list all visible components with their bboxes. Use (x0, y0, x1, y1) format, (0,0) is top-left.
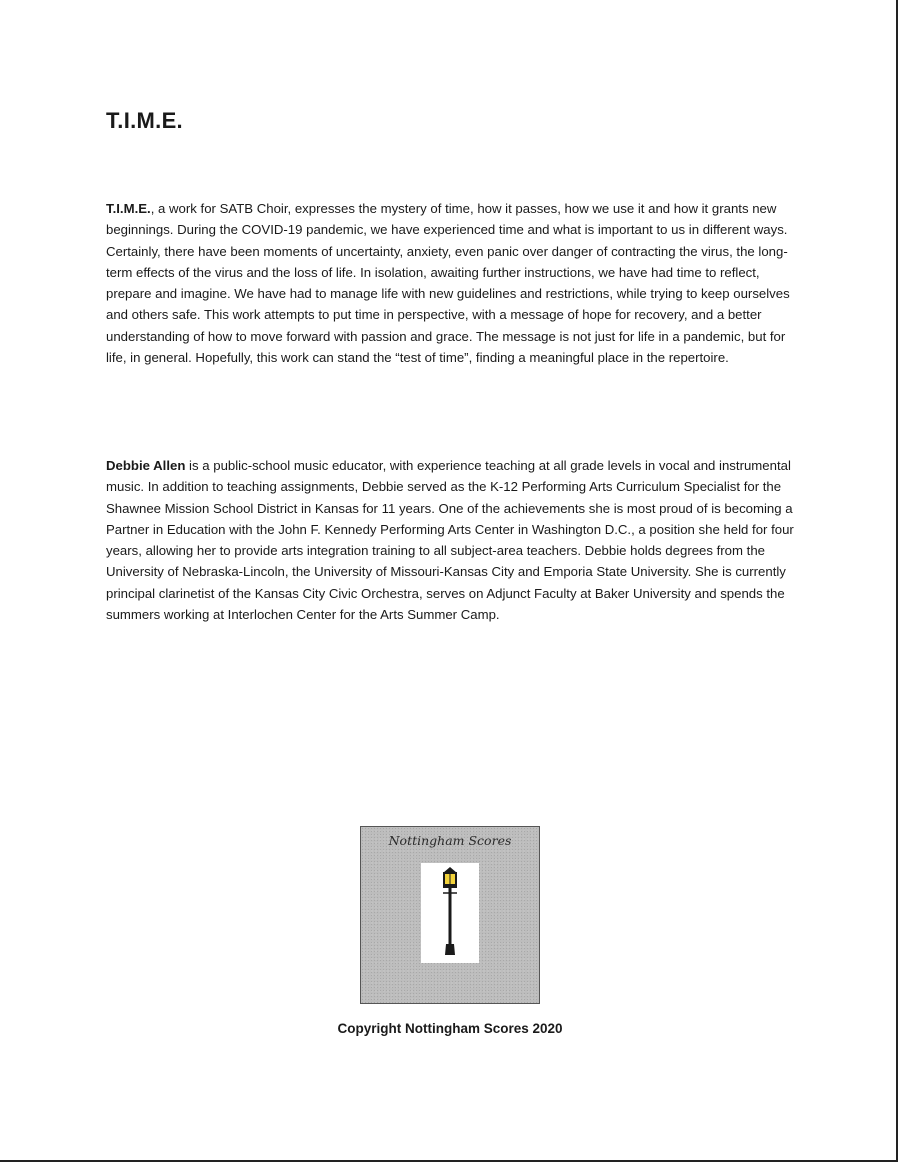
bio-paragraph (106, 455, 794, 625)
intro-lead: T.I.M.E. (106, 201, 151, 216)
intro-body: , a work for SATB Choir, expresses the mystery of time, how it passes, how we use it and how it grants new beginnings. During the COVID-19 pandemic, we have experienced time and what is important to us in different ways. Certainly, there have been moments of uncertainty, anxiety, even panic over danger of contracting the virus, the long-term effects of the virus and the loss of life. In isolation, awaiting further instructions, we have had time to reflect, prepare and imagine. We have had to manage life with new guidelines and restrictions, while trying to keep ourselves and others safe. This work attempts to put time in perspective, with a message of hope for recovery, and a better understanding of how to move forward with passion and grace. The message is not just for life in a pandemic, but for life, in general. Hopefully, this work can stand the “test of time”, finding a meaningful place in the repertoire. (106, 201, 790, 366)
logo-name: Nottingham Scores (388, 833, 512, 848)
bio-lead: Debbie Allen (106, 458, 186, 473)
bio-body: is a public-school music educator, with experience teaching at all grade levels in vocal and instrumental music. In addition to teaching assignments, Debbie served as the K-12 Performing Arts Curriculum Specialist for the Shawnee Mission School District in Kansas for 11 years. One of the achievements she is most proud of is becoming a Partner in Education with the John F. Kennedy Performing Arts Center in Washington D.C., a position she held for four years, allowing her to provide arts integration training to all subject-area teachers. Debbie holds degrees from the University of Nebraska-Lincoln, the University of Missouri-Kansas City and Emporia State University. She is currently principal clarinetist of the Kansas City Civic Orchestra, serves on Adjunct Faculty at Baker University and spends the summers working at Interlochen Center for the Arts Summer Camp. (106, 458, 794, 623)
page-title: T.I.M.E. (106, 108, 183, 133)
copyright-text: Copyright Nottingham Scores 2020 (337, 1021, 563, 1036)
logo-panel (421, 863, 479, 963)
intro-paragraph (106, 198, 794, 368)
lamppost-icon (421, 863, 479, 963)
publisher-logo (360, 826, 540, 1004)
